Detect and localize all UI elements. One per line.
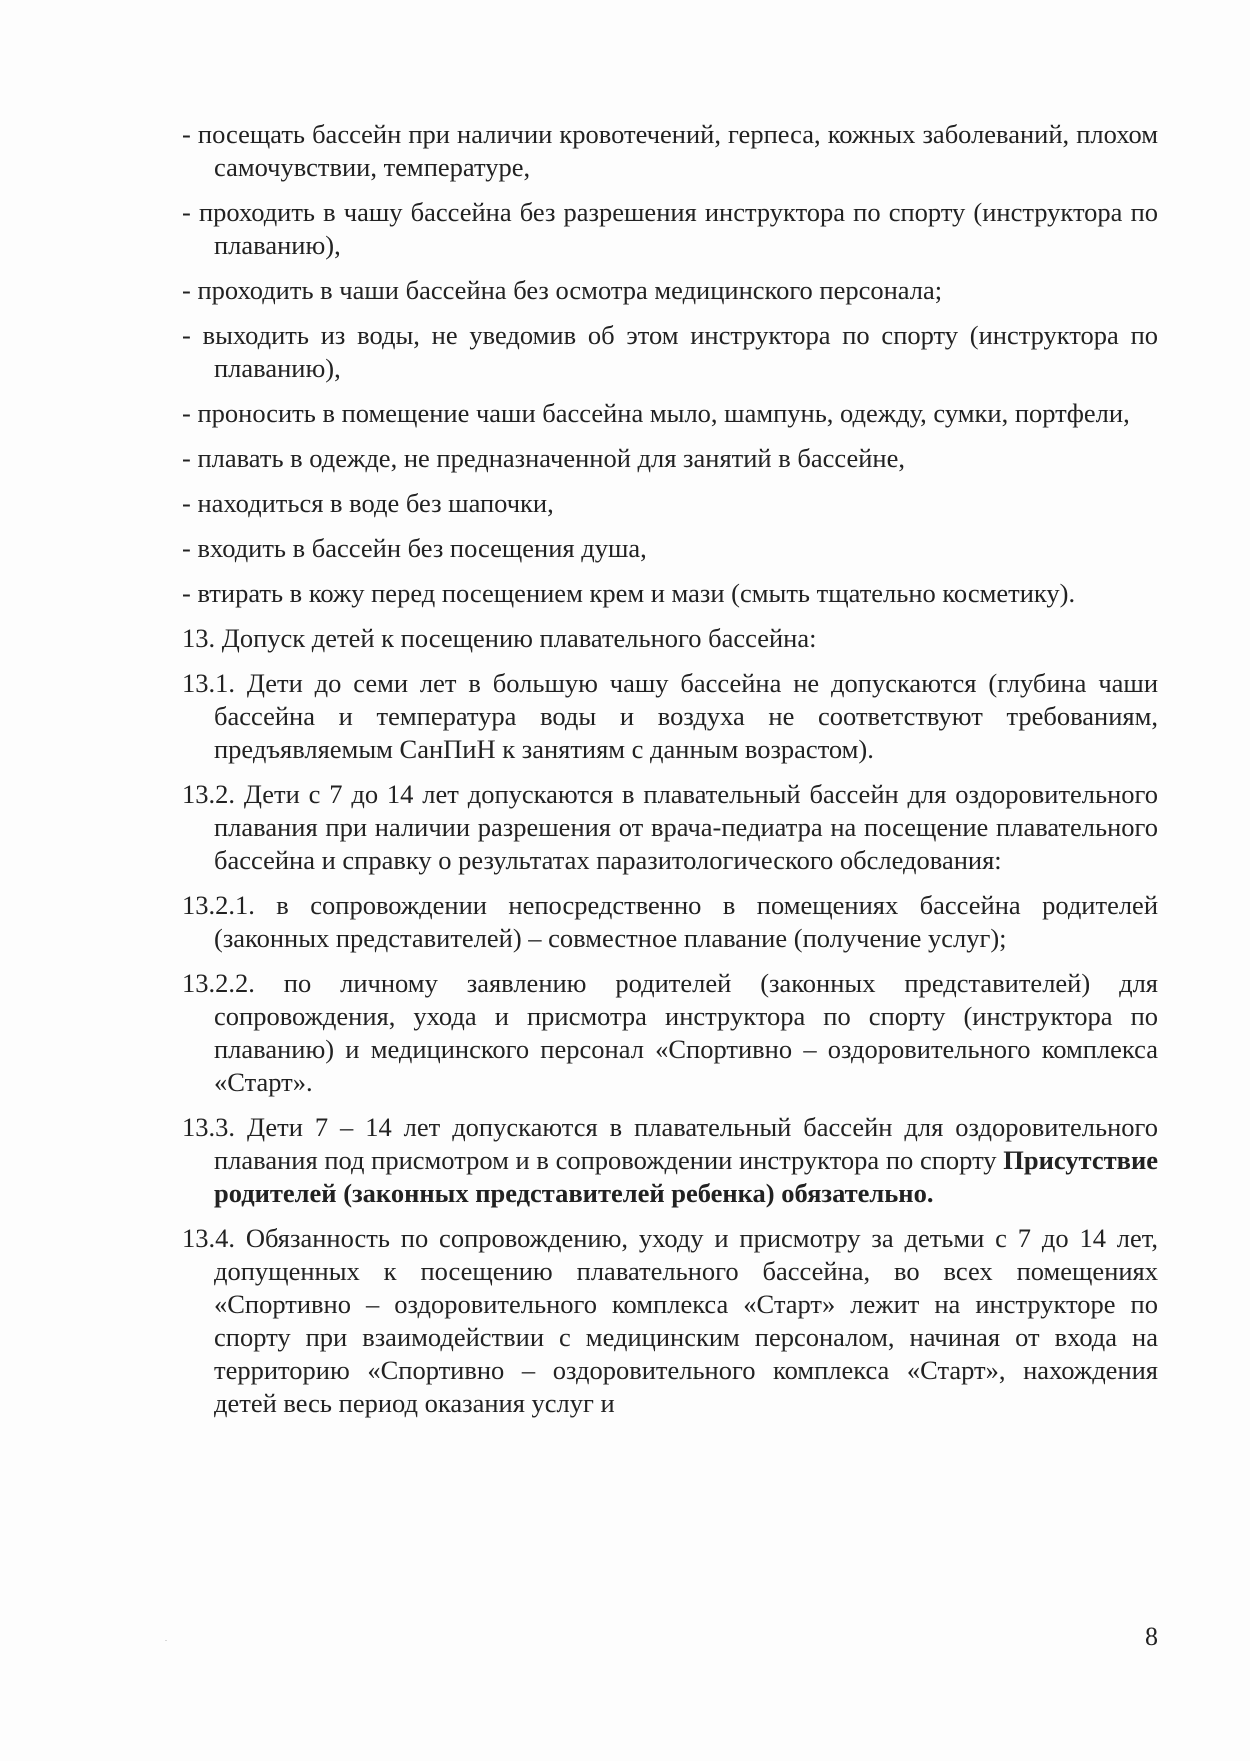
clause-13-2-1 — [182, 889, 1158, 955]
section-text: 13. Допуск детей к посещению плавательного бассейна: — [182, 623, 817, 653]
rule-exit-water — [182, 319, 1158, 385]
document-body — [182, 118, 1158, 1432]
clause-13-4 — [182, 1222, 1158, 1420]
clause-13-3 — [182, 1111, 1158, 1210]
section-13-heading — [182, 622, 1158, 655]
page-number: 8 — [1145, 1622, 1158, 1651]
clause-13-2 — [182, 778, 1158, 877]
clause-text: 13.2. Дети с 7 до 14 лет допускаются в плавательный бассейн для оздоровительного плавания при наличии разрешения от врача-педиатра на посещение плавательного бассейна и справку о результатах паразитологического обследования: — [182, 779, 1158, 875]
scan-speck — [165, 1640, 167, 1641]
clause-text: 13.3. Дети 7 – 14 лет допускаются в плавательный бассейн для оздоровительного плавания под присмотром и в сопровождении инструктора по спорту — [182, 1112, 1158, 1175]
clause-bold-text: Присутствие родителей (законных представителей ребенка) обязательно. — [214, 1145, 1158, 1208]
clause-text: 13.1. Дети до семи лет в большую чашу бассейна не допускаются (глубина чаши бассейна и температура воды и воздуха не соответствуют требованиям, предъявляемым СанПиН к занятиям с данным возрастом). — [182, 668, 1158, 764]
rule-text: - входить в бассейн без посещения душа, — [182, 533, 647, 563]
rule-prohibited-items — [182, 397, 1158, 430]
rule-bleeding-herpes — [182, 118, 1158, 184]
rule-text: - выходить из воды, не уведомив об этом инструктора по спорту (инструктора по плаванию), — [182, 320, 1158, 383]
rule-medical-check — [182, 274, 1158, 307]
rule-swim-cap — [182, 487, 1158, 520]
rule-text: - находиться в воде без шапочки, — [182, 488, 554, 518]
clause-text: 13.2.1. в сопровождении непосредственно в помещениях бассейна родителей (законных представителей) – совместное плавание (получение услуг); — [182, 890, 1158, 953]
clause-13-1 — [182, 667, 1158, 766]
rule-clothing — [182, 442, 1158, 475]
rule-text: - втирать в кожу перед посещением крем и мази (смыть тщательно косметику). — [182, 578, 1076, 608]
clause-text: 13.4. Обязанность по сопровождению, уходу и присмотру за детьми с 7 до 14 лет, допущенных к посещению плавательного бассейна, во всех помещениях «Спортивно – оздоровительного комплекса «Старт» лежит на инструкторе по спорту при взаимодействии с медицинским персоналом, начиная от входа на территорию «Спортивно – оздоровительного комплекса «Старт», нахождения детей весь период оказания услуг и — [182, 1223, 1158, 1418]
rule-text: - посещать бассейн при наличии кровотечений, герпеса, кожных заболеваний, плохом самочувствии, температуре, — [182, 119, 1158, 182]
rule-shower — [182, 532, 1158, 565]
rule-cream — [182, 577, 1158, 610]
rule-text: - проносить в помещение чаши бассейна мыло, шампунь, одежду, сумки, портфели, — [182, 398, 1130, 428]
rule-text: - плавать в одежде, не предназначенной для занятий в бассейне, — [182, 443, 905, 473]
clause-text: 13.2.2. по личному заявлению родителей (законных представителей) для сопровождения, ухода и присмотра инструктора по спорту (инструктора по плаванию) и медицинского персонал «Спортивно – оздоровительного комплекса «Старт». — [182, 968, 1158, 1097]
rule-text: - проходить в чашу бассейна без разрешения инструктора по спорту (инструктора по плаванию), — [182, 197, 1158, 260]
rule-text: - проходить в чаши бассейна без осмотра медицинского персонала; — [182, 275, 943, 305]
clause-13-2-2 — [182, 967, 1158, 1099]
rule-pool-entry-permission — [182, 196, 1158, 262]
